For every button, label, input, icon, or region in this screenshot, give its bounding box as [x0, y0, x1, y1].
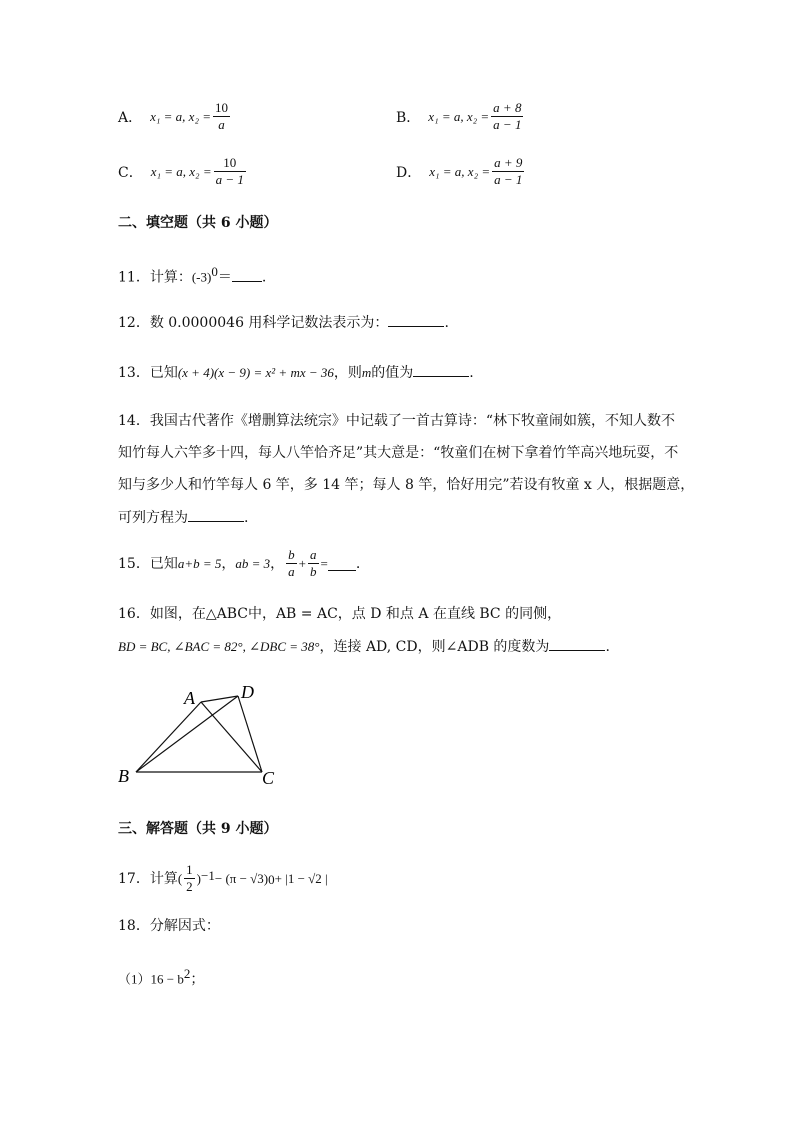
q11-answer-blank[interactable]	[232, 267, 262, 282]
question-18-part-1	[118, 964, 204, 990]
q17-prefix: 17．计算	[118, 870, 178, 887]
q17-middle: − (π − √3)	[214, 870, 269, 886]
q15-prefix: 15．已知	[118, 555, 178, 572]
q11-expression: (-3)	[191, 269, 212, 285]
q18-part-1-end: ；	[190, 971, 205, 988]
option-b-denominator: a − 1	[493, 117, 522, 132]
question-12	[118, 312, 449, 333]
option-c-lhs: x₁ = a, x₂ =	[150, 163, 212, 179]
segment-ad	[201, 696, 238, 702]
q15-fraction-2	[308, 547, 319, 580]
q17-denominator: 2	[186, 879, 193, 894]
option-a-lhs: x₁ = a, x₂ =	[150, 108, 211, 124]
option-c-numerator: 10	[223, 155, 237, 170]
option-c-fraction	[214, 155, 246, 188]
section-fill-in-heading: 二、填空题（共 6 小题）	[118, 215, 278, 231]
option-c-denominator: a − 1	[215, 172, 244, 187]
option-c[interactable]	[118, 155, 248, 188]
option-b-label: B．	[396, 109, 421, 126]
q17-exponent-2: 0	[268, 872, 275, 887]
option-d-label: D．	[396, 164, 422, 181]
q16-answer-blank[interactable]	[549, 636, 605, 651]
option-d-numerator: a + 9	[494, 155, 523, 170]
q17-fraction	[184, 862, 195, 895]
q17-numerator: 1	[186, 862, 193, 877]
vertex-b-label: B	[118, 766, 129, 786]
option-a-label: A．	[118, 109, 143, 126]
option-a[interactable]	[118, 100, 232, 133]
option-c-label: C．	[118, 164, 143, 181]
option-d[interactable]	[396, 155, 526, 188]
q17-tail: + |1 − √2 |	[274, 870, 328, 886]
vertex-c-label: C	[262, 768, 275, 788]
q13-post: 的值为	[371, 365, 414, 381]
q15-equals: =	[320, 555, 328, 571]
q15-plus: +	[298, 555, 306, 571]
q15-fraction-2-numerator: a	[310, 547, 317, 562]
q16-given: BD = BC, ∠BAC = 82°, ∠DBC = 38°	[118, 639, 320, 654]
vertex-a-label: A	[184, 688, 195, 708]
q15-fraction-1-denominator: a	[288, 564, 295, 579]
question-14-line-4	[118, 507, 248, 528]
segment-ba	[136, 702, 201, 772]
option-d-fraction	[492, 155, 524, 188]
q15-end: .	[355, 555, 361, 572]
option-b[interactable]	[396, 100, 525, 133]
question-15	[118, 547, 360, 580]
triangle-figure	[110, 676, 290, 791]
option-a-numerator: 10	[215, 100, 228, 115]
q15-fraction-1-numerator: b	[288, 547, 295, 562]
section-solve-heading: 三、解答题（共 9 小题）	[118, 821, 278, 837]
q15-condition-1: a+b = 5	[177, 555, 222, 571]
q12-end: .	[444, 315, 449, 331]
q13-answer-blank[interactable]	[413, 362, 469, 377]
option-a-denominator: a	[213, 116, 230, 133]
q18-part-1-exponent: 2	[183, 966, 191, 981]
question-14-line-3: 知与多少人和竹竿每人 6 竿，多 14 竿；每人 8 竿，恰好用完”若设有牧童 x 人，根据题意，	[118, 477, 695, 493]
q13-equation: (x + 4)(x − 9) = x² + mx − 36	[177, 365, 334, 380]
q15-sep-1: ，	[221, 555, 236, 572]
segment-dc	[238, 696, 262, 772]
question-17	[118, 862, 328, 895]
q17-close-paren: )	[196, 870, 202, 886]
q14-end: .	[244, 510, 249, 526]
option-b-lhs: x₁ = a, x₂ =	[428, 108, 490, 124]
question-18: 18．分解因式：	[118, 918, 220, 934]
q11-exponent: 0	[211, 264, 218, 279]
segment-ac	[201, 702, 262, 772]
q16-line-2-text: ，连接 AD, CD，则∠ADB 的度数为	[319, 639, 550, 655]
question-14-line-1: 14．我国古代著作《增删算法统宗》中记载了一首古算诗：“林下牧童闹如簇，不知人数不	[118, 413, 675, 429]
option-b-numerator: a + 8	[493, 100, 522, 115]
q18-part-1-expression: （1）16 − b	[118, 971, 184, 987]
q15-fraction-1	[286, 547, 297, 580]
q11-equals: ＝	[217, 269, 232, 286]
question-14-line-2: 知竹每人六竿多十四，每人八竿恰齐足”其大意是：“牧童们在树下拿着竹竿高兴地玩耍，不	[118, 445, 679, 461]
option-b-fraction	[491, 100, 523, 133]
question-16-line-1: 16．如图，在△ABC中，AB = AC，点 D 和点 A 在直线 BC 的同侧，	[118, 606, 562, 622]
q11-end: .	[261, 269, 267, 286]
q17-open-paren: (	[177, 870, 183, 886]
q14-answer-blank[interactable]	[188, 507, 244, 522]
option-a-fraction	[213, 100, 230, 133]
q13-variable: m	[361, 365, 372, 380]
q15-sep-2: ，	[270, 555, 285, 572]
option-d-lhs: x₁ = a, x₂ =	[429, 163, 491, 179]
q15-condition-2: ab = 3	[235, 555, 271, 571]
q14-line-4-text: 可列方程为	[118, 510, 188, 526]
vertex-d-label: D	[241, 682, 254, 702]
q12-text: 12．数 0.0000046 用科学记数法表示为：	[118, 315, 389, 331]
question-11	[118, 262, 266, 288]
q13-mid: ，则	[333, 365, 362, 381]
q12-answer-blank[interactable]	[388, 312, 444, 327]
q11-prefix: 11．计算：	[118, 269, 192, 286]
q16-end: .	[605, 639, 610, 655]
q13-end: .	[469, 365, 474, 381]
q13-prefix: 13．已知	[118, 365, 178, 381]
q15-fraction-2-denominator: b	[310, 564, 317, 579]
q17-exponent-1: −1	[201, 868, 215, 883]
option-d-denominator: a − 1	[494, 172, 523, 187]
question-13	[118, 362, 474, 383]
q15-answer-blank[interactable]	[328, 556, 356, 571]
question-16-line-2	[118, 636, 610, 657]
